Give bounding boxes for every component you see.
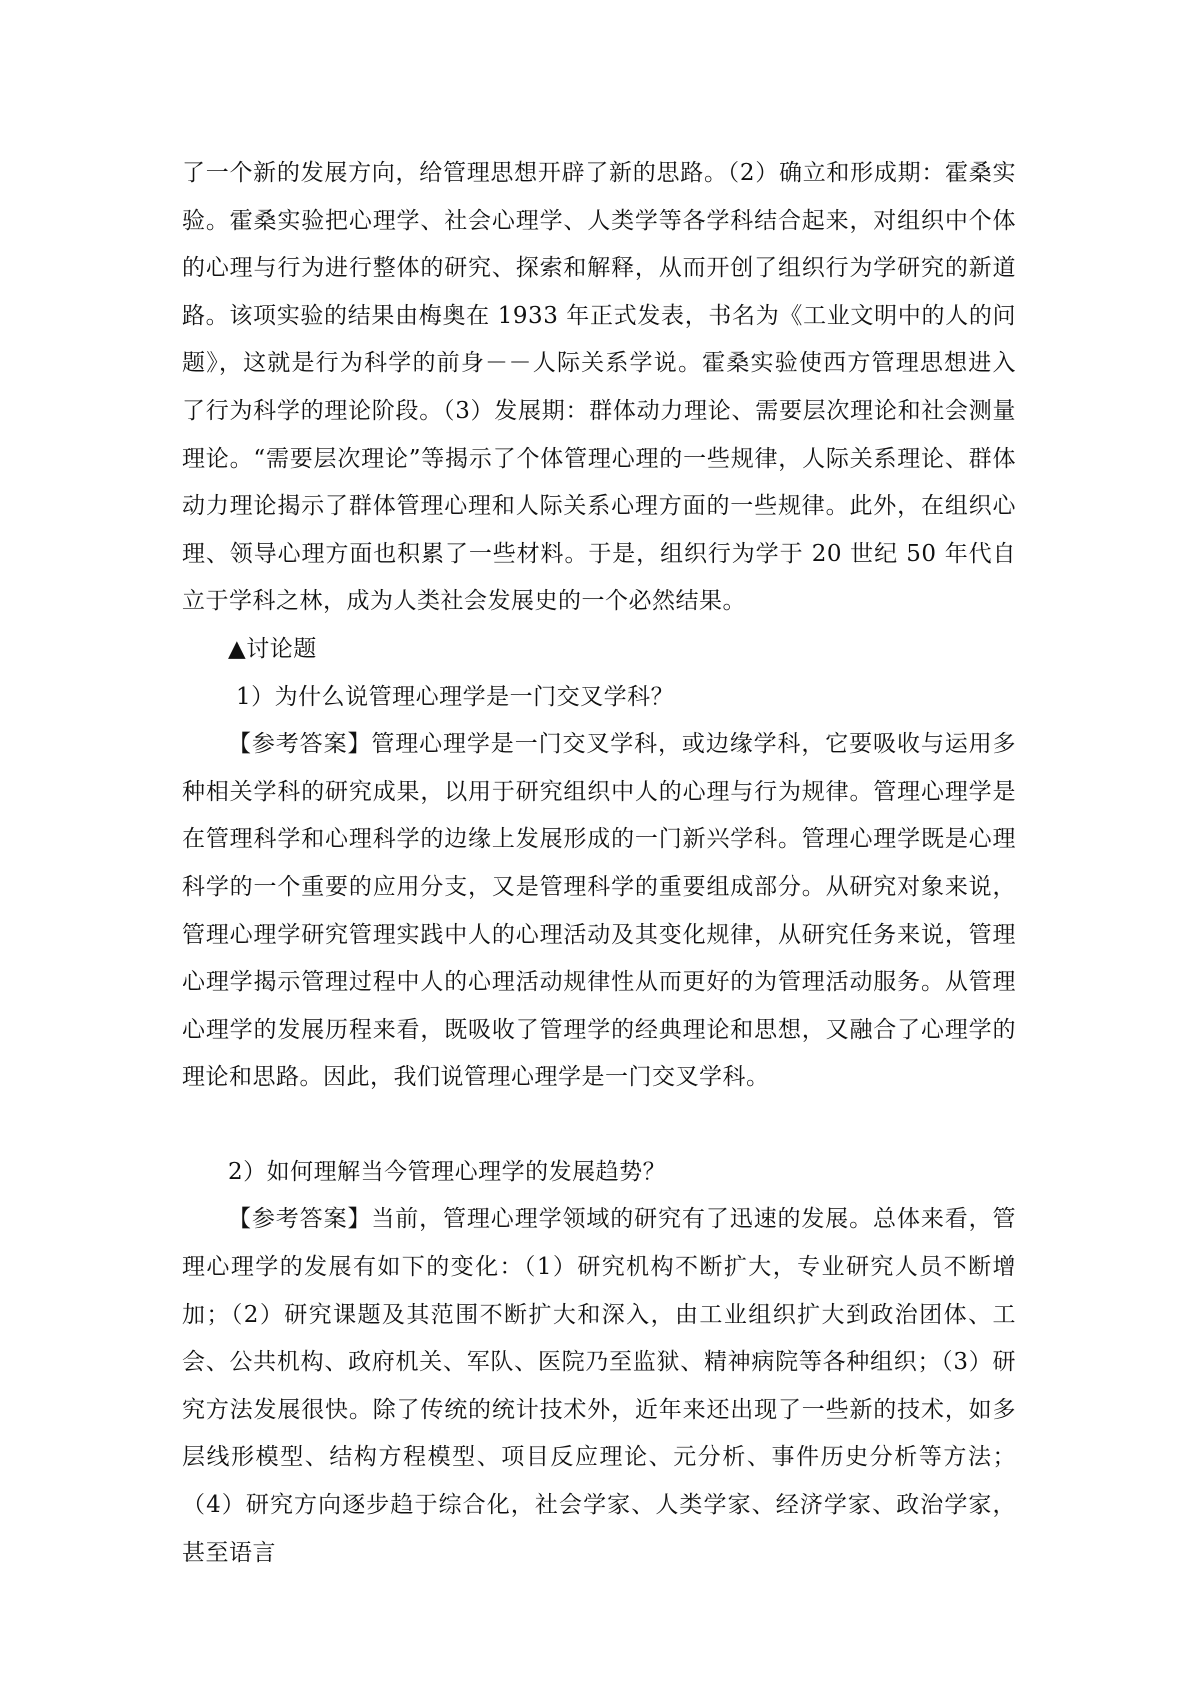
discussion-heading: ▲讨论题 [228, 635, 317, 662]
answer-1-text: 管理心理学是一门交叉学科，或边缘学科，它要吸收与运用多种相关学科的研究成果，以用于研究组织中人的心理与行为规律。管理心理学是在管理科学和心理科学的边缘上发展形成的一门新兴学科。管理心理学既是心理科学的一个重要的应用分支，又是管理科学的重要组成部分。从研究对象来说，管理心理学研究管理实践中人的心理活动及其变化规律，从研究任务来说，管理心理学揭示管理过程中人的心理活动规律性从而更好的为管理活动服务。从管理心理学的发展历程来看，既吸收了管理学的经典理论和思想，又融合了心理学的理论和思路。因此，我们说管理心理学是一门交叉学科。 [182, 731, 1016, 1091]
question-2: 2）如何理解当今管理心理学的发展趋势？ [228, 1158, 667, 1185]
answer-2-text: 当前，管理心理学领域的研究有了迅速的发展。总体来看，管理心理学的发展有如下的变化：（1）研究机构不断扩大，专业研究人员不断增加；（2）研究课题及其范围不断扩大和深入，由工业组织扩大到政治团体、工会、公共机构、政府机关、军队、医院乃至监狱、精神病院等各种组织；（3）研究方法发展很快。除了传统的统计技术外，近年来还出现了一些新的技术，如多层线形模型、结构方程模型、项目反应理论、元分析、事件历史分析等方法；（4）研究方向逐步趋于综合化，社会学家、人类学家、经济学家、政治学家，甚至语言 [182, 1206, 1016, 1566]
question-1: 1）为什么说管理心理学是一门交叉学科？ [236, 683, 675, 710]
document-body [182, 150, 1016, 1577]
answer-2 [182, 1196, 1016, 1577]
answer-2-label: 【参考答案】 [228, 1206, 372, 1233]
answer-1 [182, 721, 1016, 1102]
answer-1-label: 【参考答案】 [228, 731, 372, 758]
paragraph-history: 了一个新的发展方向，给管理思想开辟了新的思路。（2）确立和形成期：霍桑实验。霍桑实验把心理学、社会心理学、人类学等各学科结合起来，对组织中个体的心理与行为进行整体的研究、探索和解释，从而开创了组织行为学研究的新道路。该项实验的结果由梅奥在 1933 年正式发表，书名为《工业文明中的人的问题》，这就是行为科学的前身－－人际关系学说。霍桑实验使西方管理思想进入了行为科学的理论阶段。（3）发展期：群体动力理论、需要层次理论和社会测量理论。“需要层次理论”等揭示了个体管理心理的一些规律，人际关系理论、群体动力理论揭示了群体管理心理和人际关系心理方面的一些规律。此外，在组织心理、领导心理方面也积累了一些材料。于是，组织行为学于 20 世纪 50 年代自立于学科之林，成为人类社会发展史的一个必然结果。 [182, 160, 1016, 615]
